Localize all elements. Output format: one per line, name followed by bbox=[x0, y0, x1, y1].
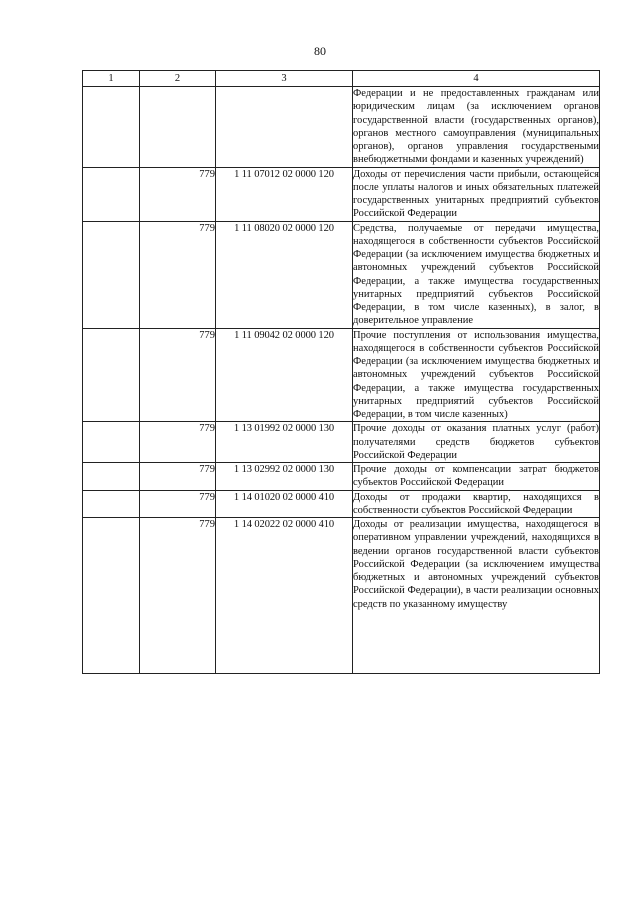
cell-budget-code: 1 14 02022 02 0000 410 bbox=[216, 518, 353, 674]
cell-col-1 bbox=[83, 490, 140, 518]
cell-budget-code: 1 11 07012 02 0000 120 bbox=[216, 167, 353, 221]
cell-description: Доходы от продажи квартир, находящихся в собственности субъектов Российской Федерации bbox=[353, 491, 599, 516]
page-number: 80 bbox=[314, 44, 326, 58]
cell-admin-code: 779 bbox=[140, 221, 216, 328]
header-col-4: 4 bbox=[353, 71, 600, 87]
cell-admin-code: 779 bbox=[140, 328, 216, 422]
cell-budget-code: 1 13 02992 02 0000 130 bbox=[216, 463, 353, 491]
cell-admin-code: 779 bbox=[140, 518, 216, 674]
table-row bbox=[83, 87, 600, 168]
header-col-3: 3 bbox=[216, 71, 353, 87]
cell-description: Доходы от перечисления части прибыли, остающейся после уплаты налогов и иных обязательных платежей государственных унитарных предприятий субъектов Российской Федерации bbox=[353, 168, 599, 220]
cell-col-1 bbox=[83, 463, 140, 491]
table-row bbox=[83, 490, 600, 518]
header-col-1: 1 bbox=[83, 71, 140, 87]
cell-budget-code: 1 13 01992 02 0000 130 bbox=[216, 422, 353, 463]
cell-description: Доходы от реализации имущества, находящегося в оперативном управлении учреждений, находящихся в ведении органов государственной власти субъектов Российской Федерации (за исключением имущества бюджетных и автономных учреждений субъектов Российской Федерации), в части реализации основных средств по указанному имуществу bbox=[353, 518, 600, 674]
cell-budget-code: 1 14 01020 02 0000 410 bbox=[216, 490, 353, 518]
cell-admin-code: 779 bbox=[140, 490, 216, 518]
table-row bbox=[83, 221, 600, 328]
cell-budget-code bbox=[216, 87, 353, 168]
cell-description: Средства, получаемые от передачи имущества, находящегося в собственности субъектов Российской Федерации (за исключением имущества бюджетных и автономных учреждений субъектов Российской Федерации, а также имущества государственных унитарных предприятий субъектов Российской Федерации, в том числе казенных), в залог, в доверительное управление bbox=[353, 222, 599, 327]
cell-admin-code: 779 bbox=[140, 167, 216, 221]
table-row bbox=[83, 167, 600, 221]
cell-col-1 bbox=[83, 422, 140, 463]
cell-col-1 bbox=[83, 328, 140, 422]
cell-col-1 bbox=[83, 221, 140, 328]
cell-col-1 bbox=[83, 87, 140, 168]
header-col-2: 2 bbox=[140, 71, 216, 87]
cell-admin-code: 779 bbox=[140, 422, 216, 463]
cell-admin-code: 779 bbox=[140, 463, 216, 491]
cell-budget-code: 1 11 08020 02 0000 120 bbox=[216, 221, 353, 328]
table-header-row bbox=[83, 71, 600, 87]
cell-admin-code bbox=[140, 87, 216, 168]
table-row bbox=[83, 422, 600, 463]
cell-description: Федерации и не предоставленных гражданам или юридическим лицам (за исключением органов государственной власти (государственных органов), органов местного самоуправления (муниципальных органов), органов управления государствеными внебюджетными фондами и казенных учреждений) bbox=[353, 88, 599, 166]
cell-budget-code: 1 11 09042 02 0000 120 bbox=[216, 328, 353, 422]
cell-description: Прочие доходы от компенсации затрат бюджетов субъектов Российской Федерации bbox=[353, 464, 599, 489]
cell-col-1 bbox=[83, 167, 140, 221]
cell-description: Прочие поступления от использования имущества, находящегося в собственности субъектов Российской Федерации (за исключением имущества бюджетных и автономных учреждений субъектов Российской Федерации, а также имущества государственных унитарных предприятий субъектов Российской Федерации, в том числе казенных) bbox=[353, 329, 599, 420]
table-row bbox=[83, 463, 600, 491]
table-row bbox=[83, 518, 600, 674]
budget-classification-table bbox=[82, 70, 600, 674]
cell-col-1 bbox=[83, 518, 140, 674]
table-row bbox=[83, 328, 600, 422]
cell-description: Прочие доходы от оказания платных услуг (работ) получателями средств бюджетов субъектов Российской Федерации bbox=[353, 423, 599, 461]
